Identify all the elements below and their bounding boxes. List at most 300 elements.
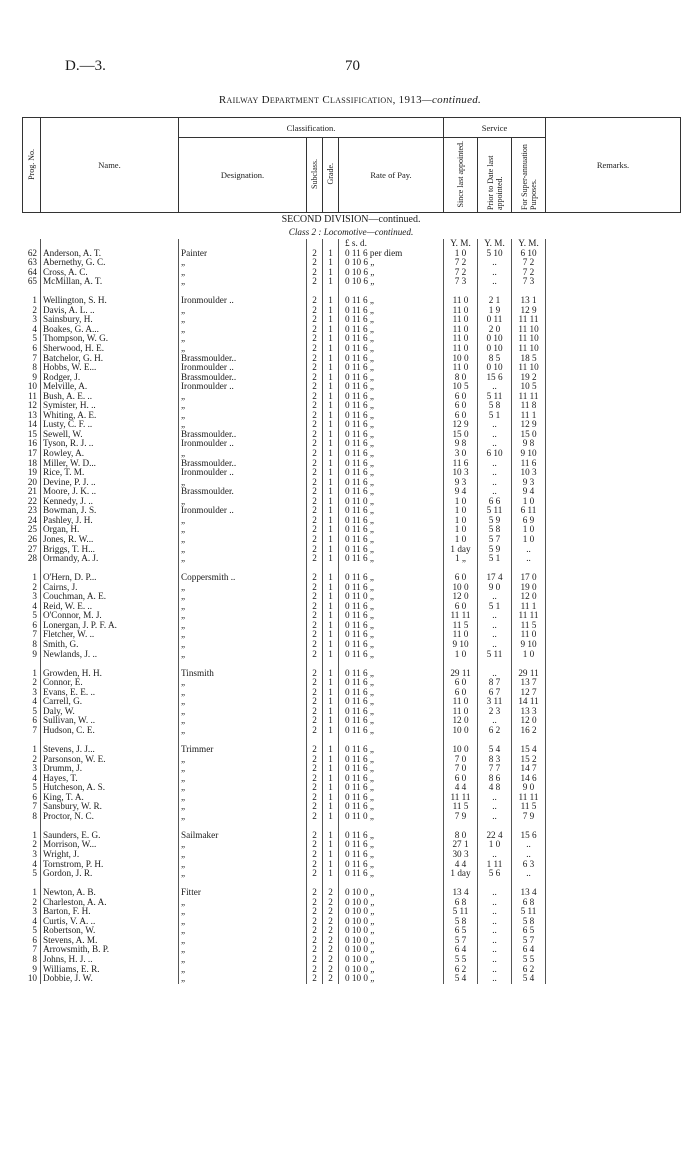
superannuation: 13 3	[512, 707, 546, 717]
superannuation: 1 0	[512, 650, 546, 660]
subclass: 2	[307, 726, 323, 736]
since-appointed: 1 0	[444, 506, 478, 516]
prior-to-date: 0 11	[478, 315, 512, 325]
prior-to-date: ..	[478, 888, 512, 898]
designation: „	[179, 898, 307, 908]
grade: 1	[323, 716, 339, 726]
remarks	[546, 688, 681, 698]
since-appointed: 9 3	[444, 478, 478, 488]
remarks	[546, 411, 681, 421]
prog-no: 1	[32, 830, 37, 840]
superannuation: 5 11	[512, 907, 546, 917]
table-row	[23, 802, 681, 812]
designation: „	[179, 420, 307, 430]
since-appointed: 4 4	[444, 783, 478, 793]
superannuation: 13 4	[512, 888, 546, 898]
employee-name: Sewell, W.	[41, 430, 179, 440]
superannuation: 18 5	[512, 354, 546, 364]
grade: 2	[323, 945, 339, 955]
rate-of-pay: 0 11 6 „	[339, 630, 444, 640]
superannuation: 11 6	[512, 459, 546, 469]
employee-name: Drumm, J.	[41, 764, 179, 774]
grade: 1	[323, 439, 339, 449]
employee-name: Pashley, J. H.	[41, 516, 179, 526]
subclass: 2	[307, 783, 323, 793]
grade: 2	[323, 955, 339, 965]
remarks	[546, 630, 681, 640]
grade: 1	[323, 669, 339, 679]
since-appointed: 6 4	[444, 945, 478, 955]
prog-no: 62	[27, 248, 37, 258]
superannuation: 6 5	[512, 926, 546, 936]
employee-name: Parsonson, W. E.	[41, 755, 179, 765]
grade: 1	[323, 363, 339, 373]
rate-of-pay: 0 11 6 „	[339, 611, 444, 621]
table-row	[23, 478, 681, 488]
rate-of-pay: 0 11 6 „	[339, 840, 444, 850]
rate-of-pay: 0 11 6 „	[339, 487, 444, 497]
subclass: 2	[307, 802, 323, 812]
grade: 1	[323, 516, 339, 526]
rate-of-pay: 0 11 6 „	[339, 401, 444, 411]
table-row	[23, 258, 681, 268]
prog-no: 5	[32, 334, 37, 344]
prior-to-date: 15 6	[478, 373, 512, 383]
since-appointed: 6 8	[444, 898, 478, 908]
designation: Ironmoulder ..	[179, 439, 307, 449]
prog-no: 3	[32, 687, 37, 697]
rate-of-pay: 0 11 6 „	[339, 774, 444, 784]
prior-to-date: ..	[478, 459, 512, 469]
designation: Brassmoulder..	[179, 459, 307, 469]
remarks	[546, 926, 681, 936]
designation: Brassmoulder..	[179, 430, 307, 440]
grade: 1	[323, 812, 339, 822]
prior-to-date: ..	[478, 268, 512, 278]
grade: 1	[323, 774, 339, 784]
since-appointed: 10 0	[444, 583, 478, 593]
subclass: 2	[307, 401, 323, 411]
employee-name: Fletcher, W. ..	[41, 630, 179, 640]
prior-to-date: 5 11	[478, 392, 512, 402]
since-appointed: 11 0	[444, 707, 478, 717]
table-row	[23, 411, 681, 421]
prog-no: 3	[32, 764, 37, 774]
table-row	[23, 860, 681, 870]
table-row	[23, 640, 681, 650]
remarks	[546, 459, 681, 469]
group-spacer	[23, 564, 681, 574]
table-row	[23, 869, 681, 879]
since-appointed: 11 0	[444, 334, 478, 344]
grade: 1	[323, 745, 339, 755]
subclass: 2	[307, 850, 323, 860]
table-row	[23, 630, 681, 640]
rate-of-pay: 0 10 0 „	[339, 888, 444, 898]
prog-no: 5	[32, 926, 37, 936]
designation: „	[179, 974, 307, 984]
designation: Coppersmith ..	[179, 573, 307, 583]
prior-to-date: 2 0	[478, 325, 512, 335]
since-appointed: 10 0	[444, 726, 478, 736]
superannuation: 6 9	[512, 516, 546, 526]
grade: 2	[323, 974, 339, 984]
subclass: 2	[307, 554, 323, 564]
since-appointed: 1 0	[444, 516, 478, 526]
table-row	[23, 516, 681, 526]
prog-no: 24	[27, 515, 37, 525]
table-row	[23, 354, 681, 364]
prior-to-date: 1 9	[478, 306, 512, 316]
rate-of-pay: 0 11 6 „	[339, 516, 444, 526]
subclass: 2	[307, 420, 323, 430]
superannuation: 6 10	[512, 249, 546, 259]
employee-name: Sansbury, W. R.	[41, 802, 179, 812]
since-appointed: 11 0	[444, 630, 478, 640]
grade: 1	[323, 802, 339, 812]
since-appointed: 15 0	[444, 430, 478, 440]
rate-of-pay: 0 10 0 „	[339, 926, 444, 936]
remarks	[546, 354, 681, 364]
prior-to-date: 5 6	[478, 869, 512, 879]
superannuation: 7 2	[512, 258, 546, 268]
table-row	[23, 487, 681, 497]
grade: 1	[323, 315, 339, 325]
designation: „	[179, 497, 307, 507]
grade: 1	[323, 831, 339, 841]
since-appointed: 9 8	[444, 439, 478, 449]
superannuation: 9 10	[512, 640, 546, 650]
rate-of-pay: 0 11 6 „	[339, 860, 444, 870]
since-appointed: 6 0	[444, 602, 478, 612]
rate-of-pay: 0 10 6 „	[339, 258, 444, 268]
superannuation: 1 0	[512, 525, 546, 535]
prior-to-date: ..	[478, 420, 512, 430]
grade: 2	[323, 926, 339, 936]
since-appointed: 10 0	[444, 354, 478, 364]
document-code: D.—3.	[65, 58, 106, 74]
superannuation: 11 5	[512, 802, 546, 812]
since-appointed: 12 0	[444, 716, 478, 726]
since-appointed: 11 11	[444, 611, 478, 621]
superannuation: 9 8	[512, 439, 546, 449]
designation: „	[179, 449, 307, 459]
prog-no: 6	[32, 344, 37, 354]
prior-to-date: 5 9	[478, 516, 512, 526]
subclass: 2	[307, 926, 323, 936]
remarks	[546, 392, 681, 402]
superannuation: 12 9	[512, 306, 546, 316]
superannuation: 12 9	[512, 420, 546, 430]
subclass: 2	[307, 592, 323, 602]
rate-of-pay: 0 11 6 „	[339, 783, 444, 793]
superannuation: 11 10	[512, 363, 546, 373]
col-name: Name.	[41, 118, 179, 213]
employee-name: Stevens, A. M.	[41, 936, 179, 946]
rate-of-pay: 0 11 6 „	[339, 306, 444, 316]
remarks	[546, 831, 681, 841]
prior-to-date: 1 11	[478, 860, 512, 870]
prog-no: 25	[27, 525, 37, 535]
prog-no: 10	[27, 974, 37, 984]
since-appointed: 10 5	[444, 382, 478, 392]
prog-no: 4	[32, 601, 37, 611]
grade: 1	[323, 306, 339, 316]
table-row	[23, 277, 681, 287]
remarks	[546, 802, 681, 812]
table-row	[23, 688, 681, 698]
designation: „	[179, 640, 307, 650]
since-appointed: 1 day	[444, 869, 478, 879]
superannuation: 11 1	[512, 411, 546, 421]
prog-no: 2	[32, 305, 37, 315]
rate-of-pay: 0 10 6 „	[339, 277, 444, 287]
prior-to-date: 5 11	[478, 650, 512, 660]
prior-to-date: ..	[478, 478, 512, 488]
prior-to-date: 6 2	[478, 726, 512, 736]
superannuation: 11 5	[512, 621, 546, 631]
designation: „	[179, 678, 307, 688]
grade: 1	[323, 478, 339, 488]
since-appointed: 29 11	[444, 669, 478, 679]
employee-name: Thompson, W. G.	[41, 334, 179, 344]
table-row	[23, 545, 681, 555]
table-row	[23, 268, 681, 278]
designation: „	[179, 411, 307, 421]
employee-name: Couchman, A. E.	[41, 592, 179, 602]
table-row	[23, 363, 681, 373]
remarks	[546, 382, 681, 392]
table-row	[23, 373, 681, 383]
since-appointed: 7 3	[444, 277, 478, 287]
designation: „	[179, 516, 307, 526]
prog-no: 63	[27, 258, 37, 268]
prior-to-date: 8 7	[478, 678, 512, 688]
designation: „	[179, 755, 307, 765]
table-row	[23, 401, 681, 411]
since-appointed: 13 4	[444, 888, 478, 898]
since-appointed: 11 5	[444, 621, 478, 631]
prog-no: 7	[32, 725, 37, 735]
table-row	[23, 783, 681, 793]
since-appointed: 3 0	[444, 449, 478, 459]
superannuation: 13 7	[512, 678, 546, 688]
rate-of-pay: 0 10 0 „	[339, 907, 444, 917]
rate-of-pay: 0 11 6 „	[339, 850, 444, 860]
table-row	[23, 745, 681, 755]
subclass: 2	[307, 468, 323, 478]
rate-of-pay: 0 11 6 „	[339, 745, 444, 755]
prior-to-date: ..	[478, 630, 512, 640]
employee-name: Anderson, A. T.	[41, 249, 179, 259]
superannuation: 11 8	[512, 401, 546, 411]
remarks	[546, 869, 681, 879]
superannuation: 13 1	[512, 296, 546, 306]
prior-to-date: ..	[478, 592, 512, 602]
page-number: 70	[345, 58, 360, 74]
rate-of-pay: 0 11 6 „	[339, 411, 444, 421]
designation: „	[179, 917, 307, 927]
since-appointed: 30 3	[444, 850, 478, 860]
prog-no: 5	[32, 869, 37, 879]
designation: „	[179, 764, 307, 774]
prog-no: 7	[32, 802, 37, 812]
remarks	[546, 468, 681, 478]
col-since: Since last appointed.	[444, 138, 478, 213]
prog-no: 13	[27, 410, 37, 420]
employee-name: Lonergan, J. P. F. A.	[41, 621, 179, 631]
employee-name: Wellington, S. H.	[41, 296, 179, 306]
superannuation: 5 4	[512, 974, 546, 984]
remarks	[546, 621, 681, 631]
grade: 2	[323, 965, 339, 975]
remarks	[546, 373, 681, 383]
table-row	[23, 306, 681, 316]
since-appointed: 27 1	[444, 840, 478, 850]
remarks	[546, 334, 681, 344]
designation: „	[179, 812, 307, 822]
remarks	[546, 449, 681, 459]
prior-to-date: 5 1	[478, 554, 512, 564]
remarks	[546, 277, 681, 287]
grade: 1	[323, 258, 339, 268]
grade: 1	[323, 401, 339, 411]
rate-of-pay: 0 11 6 „	[339, 802, 444, 812]
rate-of-pay: 0 10 0 „	[339, 955, 444, 965]
since-appointed: 11 11	[444, 793, 478, 803]
rate-of-pay: 0 11 6 „	[339, 535, 444, 545]
units-since: Y. M.	[444, 239, 478, 249]
table-row	[23, 669, 681, 679]
designation: „	[179, 697, 307, 707]
remarks	[546, 430, 681, 440]
designation: „	[179, 965, 307, 975]
employee-name: O'Connor, M. J.	[41, 611, 179, 621]
units-rate: £ s. d.	[339, 239, 444, 249]
employee-name: Cross, A. C.	[41, 268, 179, 278]
employee-name: Rowley, A.	[41, 449, 179, 459]
table-row	[23, 621, 681, 631]
table-row	[23, 793, 681, 803]
rate-of-pay: 0 11 6 „	[339, 602, 444, 612]
superannuation: 9 3	[512, 478, 546, 488]
employee-name: Connor, E.	[41, 678, 179, 688]
employee-name: Sherwood, H. E.	[41, 344, 179, 354]
subclass: 2	[307, 430, 323, 440]
prior-to-date: 7 7	[478, 764, 512, 774]
prior-to-date: ..	[478, 936, 512, 946]
employee-name: Robertson, W.	[41, 926, 179, 936]
remarks	[546, 363, 681, 373]
subclass: 2	[307, 840, 323, 850]
table-row	[23, 764, 681, 774]
designation: „	[179, 840, 307, 850]
subclass: 2	[307, 478, 323, 488]
rate-of-pay: 0 11 6 „	[339, 697, 444, 707]
grade: 1	[323, 392, 339, 402]
grade: 1	[323, 325, 339, 335]
designation: „	[179, 726, 307, 736]
employee-name: Jones, R. W...	[41, 535, 179, 545]
designation: „	[179, 716, 307, 726]
prog-no: 18	[27, 458, 37, 468]
designation: „	[179, 268, 307, 278]
grade: 1	[323, 640, 339, 650]
designation: „	[179, 926, 307, 936]
subclass: 2	[307, 669, 323, 679]
subclass: 2	[307, 573, 323, 583]
subclass: 2	[307, 764, 323, 774]
designation: „	[179, 392, 307, 402]
designation: Ironmoulder ..	[179, 382, 307, 392]
employee-name: Hutcheson, A. S.	[41, 783, 179, 793]
prog-no: 8	[32, 639, 37, 649]
grade: 2	[323, 898, 339, 908]
remarks	[546, 678, 681, 688]
prog-no: 1	[32, 296, 37, 306]
grade: 1	[323, 850, 339, 860]
classification-table	[22, 117, 681, 984]
designation: „	[179, 955, 307, 965]
remarks	[546, 506, 681, 516]
subclass: 2	[307, 898, 323, 908]
table-row	[23, 840, 681, 850]
remarks	[546, 554, 681, 564]
remarks	[546, 497, 681, 507]
rate-of-pay: 0 11 6 „	[339, 755, 444, 765]
designation: „	[179, 611, 307, 621]
table-row	[23, 392, 681, 402]
prior-to-date: 8 5	[478, 354, 512, 364]
designation: „	[179, 478, 307, 488]
prog-no: 19	[27, 468, 37, 478]
employee-name: Growden, H. H.	[41, 669, 179, 679]
employee-name: Stevens, J. J...	[41, 745, 179, 755]
since-appointed: 10 3	[444, 468, 478, 478]
grade: 1	[323, 525, 339, 535]
rate-of-pay: 0 11 6 „	[339, 621, 444, 631]
table-row	[23, 697, 681, 707]
designation: „	[179, 344, 307, 354]
remarks	[546, 707, 681, 717]
grade: 1	[323, 382, 339, 392]
subclass: 2	[307, 602, 323, 612]
since-appointed: 11 0	[444, 363, 478, 373]
prior-to-date: ..	[478, 850, 512, 860]
remarks	[546, 315, 681, 325]
remarks	[546, 535, 681, 545]
prior-to-date: 5 10	[478, 249, 512, 259]
since-appointed: 7 2	[444, 268, 478, 278]
superannuation: ..	[512, 850, 546, 860]
remarks	[546, 745, 681, 755]
prog-no: 5	[32, 783, 37, 793]
superannuation: 6 4	[512, 945, 546, 955]
rate-of-pay: 0 11 6 „	[339, 459, 444, 469]
grade: 1	[323, 602, 339, 612]
designation: „	[179, 907, 307, 917]
prog-no: 2	[32, 840, 37, 850]
table-row	[23, 525, 681, 535]
prog-no: 7	[32, 630, 37, 640]
superannuation: 9 10	[512, 449, 546, 459]
superannuation: ..	[512, 840, 546, 850]
units-row	[23, 239, 681, 249]
superannuation: 11 1	[512, 602, 546, 612]
col-subclass: Subclass.	[307, 138, 323, 213]
superannuation: 6 11	[512, 506, 546, 516]
since-appointed: 6 0	[444, 573, 478, 583]
